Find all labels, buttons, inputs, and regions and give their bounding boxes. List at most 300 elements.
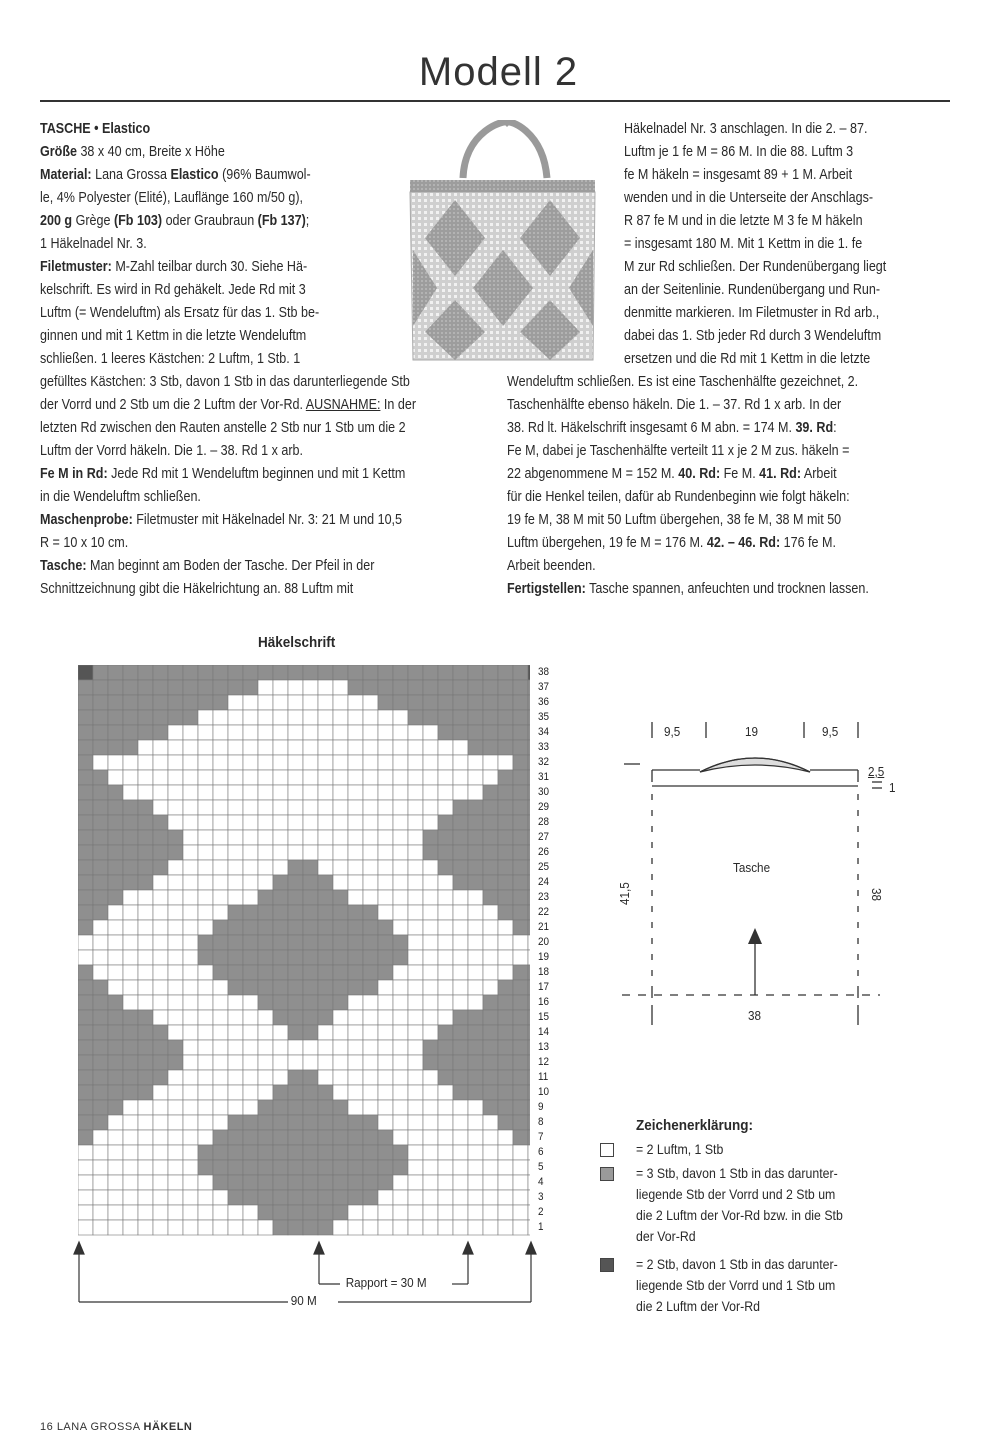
chart-cell — [93, 800, 108, 815]
chart-cell — [468, 1175, 483, 1190]
chart-cell — [408, 1040, 423, 1055]
chart-cell — [438, 950, 453, 965]
chart-cell — [483, 815, 498, 830]
chart-cell — [213, 1220, 228, 1235]
dim-right-top: 9,5 — [822, 724, 839, 739]
chart-cell — [93, 665, 108, 680]
chart-cell — [78, 890, 93, 905]
chart-cell — [513, 755, 528, 770]
chart-cell — [288, 785, 303, 800]
chart-cell — [483, 1010, 498, 1025]
chart-cell — [468, 920, 483, 935]
chart-cell — [468, 1040, 483, 1055]
chart-cell — [318, 935, 333, 950]
chart-cell — [273, 710, 288, 725]
exception-text-a: der Vorrd und 2 Stb um die 2 Luftm der Vor-Rd. — [40, 397, 306, 413]
pattern-heading — [40, 118, 387, 141]
chart-cell — [258, 935, 273, 950]
chart-cell — [513, 665, 528, 680]
round38-text: 38. Rd lt. Häkelschrift insgesamt 6 M abn. = 174 M. — [507, 420, 796, 436]
chart-cell — [333, 1085, 348, 1100]
chart-cell — [363, 770, 378, 785]
chart-cell — [183, 755, 198, 770]
chart-cell — [243, 740, 258, 755]
chart-cell — [333, 755, 348, 770]
chart-cell — [468, 680, 483, 695]
legend-text-filled: = 3 Stb, davon 1 Stb in das darunter- liegende Stb der Vorrd und 2 Stb um die 2 Luftm der Vor-Rd bzw. in die Stb der Vor-Rd — [636, 1165, 843, 1244]
chart-cell — [258, 1160, 273, 1175]
chart-cell — [393, 680, 408, 695]
chart-cell — [168, 995, 183, 1010]
chart-cell — [153, 1100, 168, 1115]
bag-label: Tasche: — [40, 558, 87, 574]
chart-cell — [288, 905, 303, 920]
chart-cell — [378, 965, 393, 980]
chart-cell — [138, 695, 153, 710]
chart-cell — [303, 740, 318, 755]
chart-cell — [108, 965, 123, 980]
chart-cell — [288, 665, 303, 680]
chart-cell — [363, 1130, 378, 1145]
chart-cell — [138, 965, 153, 980]
chart-cell — [213, 965, 228, 980]
chart-cell — [183, 890, 198, 905]
chart-cell — [168, 1040, 183, 1055]
chart-cell — [318, 830, 333, 845]
chart-cell — [243, 995, 258, 1010]
chart-cell — [348, 665, 363, 680]
chart-cell — [108, 890, 123, 905]
chart-cell — [528, 725, 530, 740]
chart-cell — [273, 935, 288, 950]
chart-cell — [393, 1025, 408, 1040]
chart-cell — [318, 770, 333, 785]
dim-left-top: 9,5 — [664, 724, 681, 739]
chart-cell — [498, 785, 513, 800]
chart-cell — [258, 1175, 273, 1190]
chart-cell — [318, 815, 333, 830]
chart-cell — [213, 1100, 228, 1115]
chart-cell — [303, 1190, 318, 1205]
chart-cell — [243, 1040, 258, 1055]
chart-cell — [483, 965, 498, 980]
chart-cell — [108, 770, 123, 785]
chart-cell — [363, 1040, 378, 1055]
chart-cell — [468, 1130, 483, 1145]
chart-cell — [318, 710, 333, 725]
chart-cell — [258, 905, 273, 920]
chart-cell — [108, 1040, 123, 1055]
chart-cell — [363, 890, 378, 905]
chart-cell — [198, 1085, 213, 1100]
chart-cell — [78, 1130, 93, 1145]
chart-cell — [333, 995, 348, 1010]
chart-cell — [483, 1100, 498, 1115]
chart-cell — [513, 920, 528, 935]
chart-cell — [198, 995, 213, 1010]
chart-cell — [168, 710, 183, 725]
chart-cell — [273, 875, 288, 890]
chart-cell — [273, 980, 288, 995]
chart-cell — [78, 680, 93, 695]
chart-cell — [138, 860, 153, 875]
chart-cell — [348, 980, 363, 995]
chart-cell — [153, 1070, 168, 1085]
chart-cell — [363, 1190, 378, 1205]
text-line: denmitte markieren. Im Filetmuster in Rd arb., — [623, 305, 880, 321]
chart-cell — [528, 740, 530, 755]
chart-cell — [243, 1025, 258, 1040]
round42-line — [507, 532, 950, 555]
chart-cell — [198, 920, 213, 935]
chart-cell — [123, 935, 138, 950]
chart-cell — [333, 950, 348, 965]
chart-cell — [288, 1070, 303, 1085]
chart-cell — [183, 845, 198, 860]
chart-cell — [138, 1085, 153, 1100]
chart-cell — [393, 1160, 408, 1175]
chart-cell — [273, 860, 288, 875]
chart-cell — [213, 860, 228, 875]
row-number: 33 — [538, 741, 550, 753]
chart-cell — [108, 665, 123, 680]
chart-cell — [108, 830, 123, 845]
chart-cell — [78, 830, 93, 845]
chart-cell — [123, 830, 138, 845]
chart-cell — [138, 1190, 153, 1205]
chart-cell — [273, 830, 288, 845]
chart-cell — [168, 1130, 183, 1145]
chart-cell — [393, 860, 408, 875]
chart-cell — [393, 1145, 408, 1160]
chart-cell — [453, 1220, 468, 1235]
row-number: 11 — [538, 1071, 549, 1083]
chart-cell — [123, 740, 138, 755]
chart-cell — [198, 860, 213, 875]
chart-cell — [258, 1010, 273, 1025]
chart-cell — [123, 1100, 138, 1115]
chart-cell — [378, 665, 393, 680]
chart-cell — [363, 905, 378, 920]
chart-cell — [138, 950, 153, 965]
chart-cell — [348, 1010, 363, 1025]
chart-cell — [258, 740, 273, 755]
chart-cell — [303, 770, 318, 785]
chart-cell — [378, 935, 393, 950]
chart-cell — [198, 1205, 213, 1220]
chart-cell — [243, 980, 258, 995]
chart-cell — [138, 1100, 153, 1115]
chart-cell — [438, 770, 453, 785]
chart-cell — [78, 725, 93, 740]
chart-cell — [348, 1040, 363, 1055]
chart-cell — [453, 725, 468, 740]
chart-cell — [423, 680, 438, 695]
chart-cell — [138, 800, 153, 815]
chart-cell — [453, 950, 468, 965]
chart-cell — [453, 905, 468, 920]
chart-cell — [198, 680, 213, 695]
material-label: Material: — [40, 167, 92, 183]
round42-text: 176 fe M. — [780, 535, 836, 551]
chart-cell — [378, 1205, 393, 1220]
chart-cell — [153, 770, 168, 785]
chart-cell — [108, 845, 123, 860]
chart-cell — [528, 1190, 530, 1205]
chart-cell — [273, 1115, 288, 1130]
chart-cell — [498, 815, 513, 830]
row-number: 27 — [538, 831, 550, 843]
chart-cell — [498, 875, 513, 890]
chart-cell — [213, 830, 228, 845]
chart-cell — [213, 935, 228, 950]
chart-cell — [408, 905, 423, 920]
chart-cell — [318, 1025, 333, 1040]
chart-cell — [408, 860, 423, 875]
chart-cell — [528, 1100, 530, 1115]
chart-cell — [513, 1130, 528, 1145]
chart-cell — [243, 830, 258, 845]
chart-cell — [408, 1070, 423, 1085]
chart-cell — [198, 875, 213, 890]
chart-cell — [378, 770, 393, 785]
chart-cell — [123, 1190, 138, 1205]
chart-cell — [528, 995, 530, 1010]
chart-cell — [228, 1145, 243, 1160]
chart-cell — [288, 1010, 303, 1025]
chart-cell — [498, 1115, 513, 1130]
round41-text: Arbeit — [801, 466, 837, 482]
chart-cell — [108, 1205, 123, 1220]
chart-cell — [393, 845, 408, 860]
chart-cell — [273, 1100, 288, 1115]
chart-cell — [363, 1160, 378, 1175]
chart-cell — [243, 890, 258, 905]
chart-cell — [258, 965, 273, 980]
chart-cell — [378, 920, 393, 935]
chart-cell — [528, 1160, 530, 1175]
chart-cell — [513, 770, 528, 785]
chart-cell — [498, 1010, 513, 1025]
chart-cell — [123, 800, 138, 815]
chart-cell — [438, 755, 453, 770]
chart-cell — [243, 785, 258, 800]
chart-cell — [108, 755, 123, 770]
chart-cell — [453, 800, 468, 815]
chart-cell — [333, 800, 348, 815]
text-line: letzten Rd zwischen den Rauten anstelle 2 Stb nur 1 Stb um die 2 — [40, 420, 406, 436]
chart-cell — [243, 1010, 258, 1025]
chart-cell — [453, 1115, 468, 1130]
chart-cell — [438, 1175, 453, 1190]
chart-cell — [408, 665, 423, 680]
chart-cell — [528, 845, 530, 860]
chart-cell — [483, 1175, 498, 1190]
chart-cell — [513, 905, 528, 920]
chart-cell — [408, 935, 423, 950]
chart-cell — [318, 845, 333, 860]
chart-cell — [273, 1025, 288, 1040]
chart-cell — [78, 875, 93, 890]
chart-cell — [288, 950, 303, 965]
chart-cell — [408, 1160, 423, 1175]
chart-cell — [93, 1070, 108, 1085]
chart-cell — [123, 1085, 138, 1100]
chart-cell — [423, 905, 438, 920]
chart-cell — [528, 785, 530, 800]
chart-cell — [408, 710, 423, 725]
chart-cell — [243, 950, 258, 965]
chart-cell — [258, 980, 273, 995]
round41-result: Luftm übergehen, 19 fe M = 176 M. — [507, 535, 707, 551]
size-text: 38 x 40 cm, Breite x Höhe — [76, 144, 225, 160]
chart-cell — [318, 1130, 333, 1145]
chart-cell — [273, 950, 288, 965]
chart-cell — [153, 935, 168, 950]
chart-cell — [258, 665, 273, 680]
chart-cell — [438, 1220, 453, 1235]
chart-cell — [108, 860, 123, 875]
chart-cell — [123, 665, 138, 680]
chart-cell — [123, 725, 138, 740]
text-line: Schnittzeichnung gibt die Häkelrichtung an. 88 Luftm mit — [40, 581, 354, 597]
chart-cell — [438, 710, 453, 725]
chart-cell — [483, 680, 498, 695]
chart-cell — [303, 980, 318, 995]
chart-cell — [138, 1160, 153, 1175]
chart-cell — [138, 1055, 153, 1070]
right-narrow-block — [507, 118, 950, 371]
chart-cell — [468, 965, 483, 980]
chart-cell — [273, 740, 288, 755]
dim-mid-top: 19 — [745, 724, 759, 739]
chart-cell — [333, 845, 348, 860]
legend-title: Zeichenerklärung: — [636, 1117, 754, 1134]
chart-cell — [153, 740, 168, 755]
chart-cell — [243, 1145, 258, 1160]
chart-cell — [243, 755, 258, 770]
gauge-line — [40, 509, 487, 532]
chart-cell — [438, 830, 453, 845]
chart-cell — [108, 1055, 123, 1070]
chart-cell — [513, 875, 528, 890]
chart-cell — [243, 1100, 258, 1115]
chart-cell — [438, 890, 453, 905]
chart-cell — [258, 995, 273, 1010]
chart-cell — [78, 740, 93, 755]
chart-cell — [183, 815, 198, 830]
chart-cell — [333, 905, 348, 920]
chart-cell — [198, 1190, 213, 1205]
chart-cell — [183, 860, 198, 875]
chart-cell — [363, 1025, 378, 1040]
chart-cell — [168, 665, 183, 680]
chart-cell — [393, 950, 408, 965]
chart-cell — [198, 740, 213, 755]
chart-cell — [303, 1145, 318, 1160]
chart-cell — [513, 1100, 528, 1115]
chart-cell — [438, 1010, 453, 1025]
chart-cell — [423, 935, 438, 950]
chart-cell — [348, 680, 363, 695]
chart-cell — [228, 755, 243, 770]
chart-cell — [108, 1025, 123, 1040]
chart-cell — [78, 1100, 93, 1115]
chart-cell — [513, 860, 528, 875]
chart-cell — [528, 980, 530, 995]
chart-cell — [228, 815, 243, 830]
chart-cell — [333, 980, 348, 995]
chart-cell — [198, 1055, 213, 1070]
title-rule — [40, 100, 950, 102]
chart-cell — [423, 740, 438, 755]
row-number: 10 — [538, 1086, 550, 1098]
row-number: 36 — [538, 696, 550, 708]
chart-cell — [483, 995, 498, 1010]
chart-cell — [198, 1025, 213, 1040]
chart-cell — [168, 950, 183, 965]
chart-cell — [378, 980, 393, 995]
chart-cell — [378, 860, 393, 875]
chart-cell — [78, 935, 93, 950]
chart-cell — [498, 1175, 513, 1190]
chart-cell — [333, 1145, 348, 1160]
chart-cell — [273, 815, 288, 830]
chart-cell — [168, 680, 183, 695]
chart-cell — [453, 770, 468, 785]
chart-cell — [168, 1205, 183, 1220]
chart-cell — [288, 800, 303, 815]
chart-cell — [108, 1130, 123, 1145]
chart-cell — [93, 890, 108, 905]
row-number: 6 — [538, 1146, 544, 1158]
chart-cell — [408, 725, 423, 740]
chart-cell — [378, 755, 393, 770]
chart-cell — [498, 830, 513, 845]
chart-cell — [528, 1085, 530, 1100]
chart-cell — [348, 1085, 363, 1100]
chart-cell — [453, 1085, 468, 1100]
chart-cell — [228, 920, 243, 935]
chart-cell — [168, 1010, 183, 1025]
chart-cell — [348, 920, 363, 935]
chart-cell — [78, 905, 93, 920]
chart-cell — [213, 890, 228, 905]
chart-cell — [318, 905, 333, 920]
chart-cell — [138, 1040, 153, 1055]
chart-cell — [363, 710, 378, 725]
chart-cell — [318, 965, 333, 980]
chart-cell — [453, 740, 468, 755]
chart-cell — [393, 800, 408, 815]
text-line: Häkelnadel Nr. 3 anschlagen. In die 2. – 87. — [623, 121, 868, 137]
chart-cell — [78, 1175, 93, 1190]
chart-cell — [363, 755, 378, 770]
chart-cell — [123, 815, 138, 830]
chart-cell — [468, 1085, 483, 1100]
chart-cell — [333, 1115, 348, 1130]
chart-cell — [483, 710, 498, 725]
chart-cell — [123, 920, 138, 935]
chart-cell — [348, 1070, 363, 1085]
chart-cell — [363, 875, 378, 890]
row-number: 23 — [538, 891, 550, 903]
chart-cell — [333, 860, 348, 875]
chart-cell — [153, 785, 168, 800]
text-line: Luftm der Vorrd häkeln. Die 1. – 38. Rd 1 x arb. — [40, 443, 304, 459]
chart-cell — [318, 920, 333, 935]
chart-cell — [468, 770, 483, 785]
